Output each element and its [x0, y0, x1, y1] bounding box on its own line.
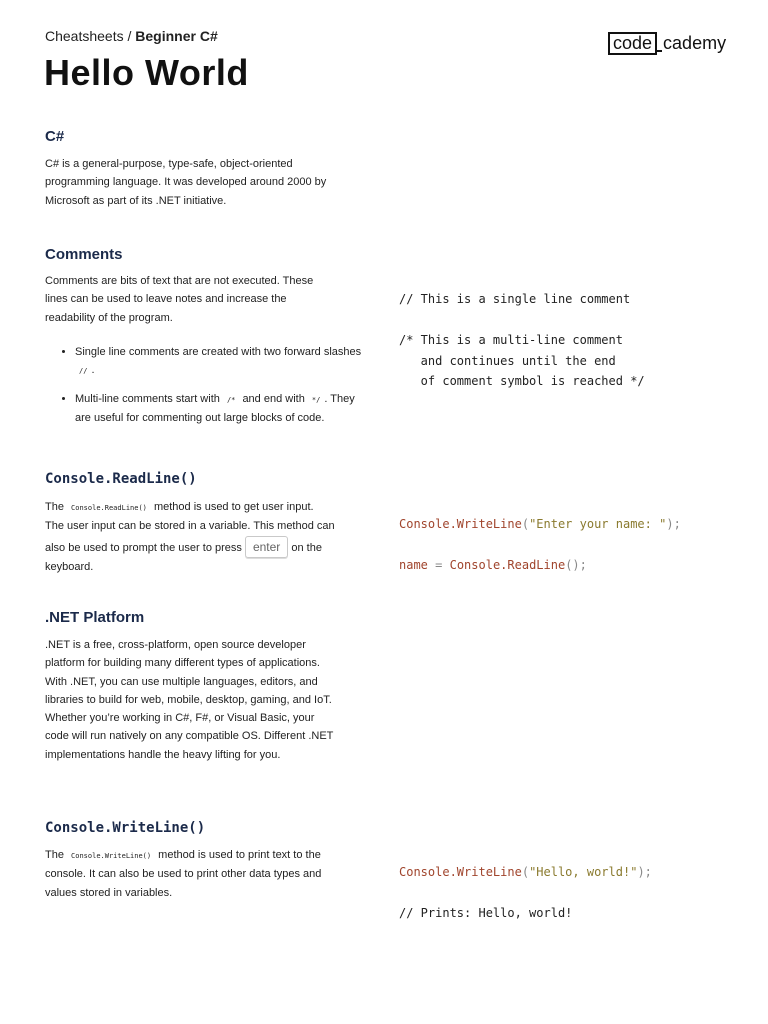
text-fragment: method is used to print text to the console. It can also be used to print other data types and values stored in variables. — [45, 849, 322, 899]
code-operator: = — [427, 558, 450, 572]
readline-code-block — [399, 514, 681, 576]
code-function: Console.WriteLine — [399, 517, 522, 531]
logo-rest-text: cademy — [663, 33, 727, 53]
csharp-description: C# is a general-purpose, type-safe, object-oriented programming language. It was developed around 2000 by Microsoft as part of its .NET initiative. — [45, 158, 327, 207]
breadcrumb-separator: / — [123, 28, 136, 44]
code-function: Console.ReadLine — [449, 558, 566, 572]
page-title: Hello World — [44, 52, 249, 93]
code-line: and continues until the end — [399, 353, 616, 368]
bullet-text: Multi-line comments start with — [75, 392, 220, 405]
codecademy-logo[interactable] — [608, 32, 726, 55]
text-fragment: The — [45, 501, 64, 513]
text-fragment: on the keyboard. — [45, 541, 322, 573]
writeline-code-block — [399, 862, 652, 924]
code-line: // This is a single line comment — [399, 292, 631, 306]
code-punctuation: ); — [637, 865, 652, 879]
bullet-mid: and end with — [242, 392, 305, 405]
inline-code: Console.WriteLine() — [71, 852, 152, 860]
list-item — [75, 390, 365, 428]
breadcrumb-root[interactable]: Cheatsheets — [45, 28, 124, 44]
section-title-writeline: Console.WriteLine() — [45, 820, 206, 836]
code-function: Console.WriteLine — [399, 865, 522, 879]
comments-code-block — [399, 289, 645, 392]
logo-box-text: code — [608, 32, 657, 55]
section-title-comments: Comments — [45, 246, 123, 263]
text-fragment: The — [45, 849, 64, 861]
code-punctuation: ); — [666, 517, 681, 531]
text-fragment: method is used to get user input. The user input can be stored in a variable. This method can also be used to prompt the user to press — [45, 501, 335, 554]
breadcrumb-current: Beginner C# — [135, 28, 218, 44]
code-punctuation: ( — [521, 865, 530, 879]
section-title-csharp: C# — [45, 128, 65, 145]
code-punctuation: (); — [565, 558, 587, 572]
list-item — [75, 343, 365, 381]
code-punctuation: ( — [521, 517, 530, 531]
bullet-end: . — [91, 364, 95, 377]
dotnet-description: .NET is a free, cross-platform, open source developer platform for building many different types of applications. With .NET, you can use multiple languages, editors, and libraries to build for web, mobile, desktop, gaming, and IoT. Whether you’re working in C#, F#, or Visual Basic, your code will run natively on any compatible OS. Different .NET implementations handle the heavy lifting for you. — [45, 639, 334, 761]
code-line: of comment symbol is reached */ — [399, 374, 645, 388]
comments-bullet-list — [45, 343, 365, 436]
code-string: "Hello, world!" — [529, 865, 638, 879]
code-line: /* This is a multi-line comment — [399, 333, 623, 347]
inline-code: Console.ReadLine() — [71, 504, 147, 512]
bullet-text: Single line comments are created with two forward slashes — [75, 346, 362, 358]
bullet-end: . They are useful for commenting out large blocks of code. — [75, 392, 355, 424]
enter-key: enter — [245, 536, 288, 558]
readline-description — [45, 498, 335, 576]
code-string: "Enter your name: " — [529, 517, 667, 531]
inline-code: // — [79, 367, 88, 376]
logo-cursor — [656, 36, 662, 52]
inline-code: */ — [311, 395, 321, 404]
inline-code: /* — [226, 395, 236, 404]
section-title-readline: Console.ReadLine() — [45, 471, 197, 487]
section-title-dotnet: .NET Platform — [45, 609, 145, 626]
comments-description: Comments are bits of text that are not executed. These lines can be used to leave notes and increase the readability of the program. — [45, 275, 314, 324]
writeline-description — [45, 846, 335, 902]
code-comment: // Prints: Hello, world! — [399, 906, 573, 920]
code-variable: name — [399, 558, 428, 572]
breadcrumb — [45, 28, 218, 44]
